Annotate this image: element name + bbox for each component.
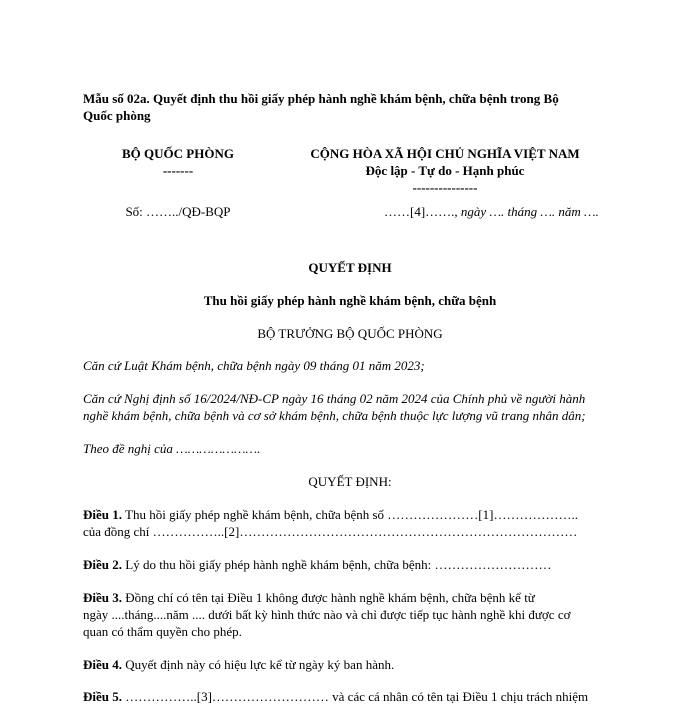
article-1-line2: của đồng chí ……………..[2]…………………………………………………………………… (83, 524, 578, 539)
document-number: Số: ……../QĐ-BQP (125, 204, 231, 219)
article-2-label: Điều 2. (83, 557, 122, 572)
article-5-text: ……………..[3]……………………… và các cá nhân có tên tại Điều 1 chịu trách nhiệm (122, 689, 589, 704)
article-4-text: Quyết định này có hiệu lực kể từ ngày ký ban hành. (122, 657, 395, 672)
article-3-line3: quan có thẩm quyền cho phép. (83, 624, 242, 639)
article-2 (83, 556, 551, 573)
article-4-label: Điều 4. (83, 657, 122, 672)
form-title-line1: Mẫu số 02a. Quyết định thu hồi giấy phép hành nghề khám bệnh, chữa bệnh trong Bộ (83, 91, 559, 106)
agency-rule: ------- (162, 163, 194, 178)
decision-title: QUYẾT ĐỊNH (308, 260, 392, 275)
article-5 (83, 688, 588, 705)
article-3-line1 (83, 589, 535, 606)
place-date-line (384, 203, 599, 220)
proposal-line: Theo đề nghị của …………………. (83, 441, 261, 456)
country-name: CỘNG HÒA XÃ HỘI CHỦ NGHĨA VIỆT NAM (310, 146, 580, 161)
agency-name: BỘ QUỐC PHÒNG (122, 146, 234, 161)
article-4 (83, 656, 394, 673)
article-2-text: Lý do thu hồi giấy phép hành nghề khám bệnh, chữa bệnh: ……………………… (122, 557, 552, 572)
motto-rule: --------------- (412, 180, 478, 195)
article-1-line1 (83, 506, 578, 523)
article-3-text: Đồng chí có tên tại Điều 1 không được hành nghề khám bệnh, chữa bệnh kể từ (122, 590, 535, 605)
form-title-line2: Quốc phòng (83, 108, 151, 123)
national-motto: Độc lập - Tự do - Hạnh phúc (365, 163, 525, 178)
article-3-label: Điều 3. (83, 590, 122, 605)
legal-basis-decree-line2: nghề khám bệnh, chữa bệnh và cơ sở khám bệnh, chữa bệnh thuộc lực lượng vũ trang nhân dân; (83, 408, 586, 423)
legal-basis-law: Căn cứ Luật Khám bệnh, chữa bệnh ngày 09 tháng 01 năm 2023; (83, 358, 425, 373)
article-5-label: Điều 5. (83, 689, 122, 704)
article-3-line2: ngày ....tháng....năm .... dưới bất kỳ hình thức nào và chỉ được tiếp tục hành nghề khi được cơ (83, 607, 571, 622)
legal-basis-decree-line1: Căn cứ Nghị định số 16/2024/NĐ-CP ngày 16 tháng 02 năm 2024 của Chính phủ về người hành (83, 391, 586, 406)
decides-heading: QUYẾT ĐỊNH: (308, 474, 392, 489)
article-1-text: Thu hồi giấy phép nghề khám bệnh, chữa bệnh số …………………[1]……………….. (122, 507, 578, 522)
decision-subject: Thu hồi giấy phép hành nghề khám bệnh, chữa bệnh (203, 293, 497, 308)
article-1-label: Điều 1. (83, 507, 122, 522)
place-placeholder: ……[4]……., (384, 204, 458, 219)
date-placeholder: ngày …. tháng …. năm …. (457, 204, 599, 219)
issuing-authority: BỘ TRƯỞNG BỘ QUỐC PHÒNG (257, 326, 443, 341)
